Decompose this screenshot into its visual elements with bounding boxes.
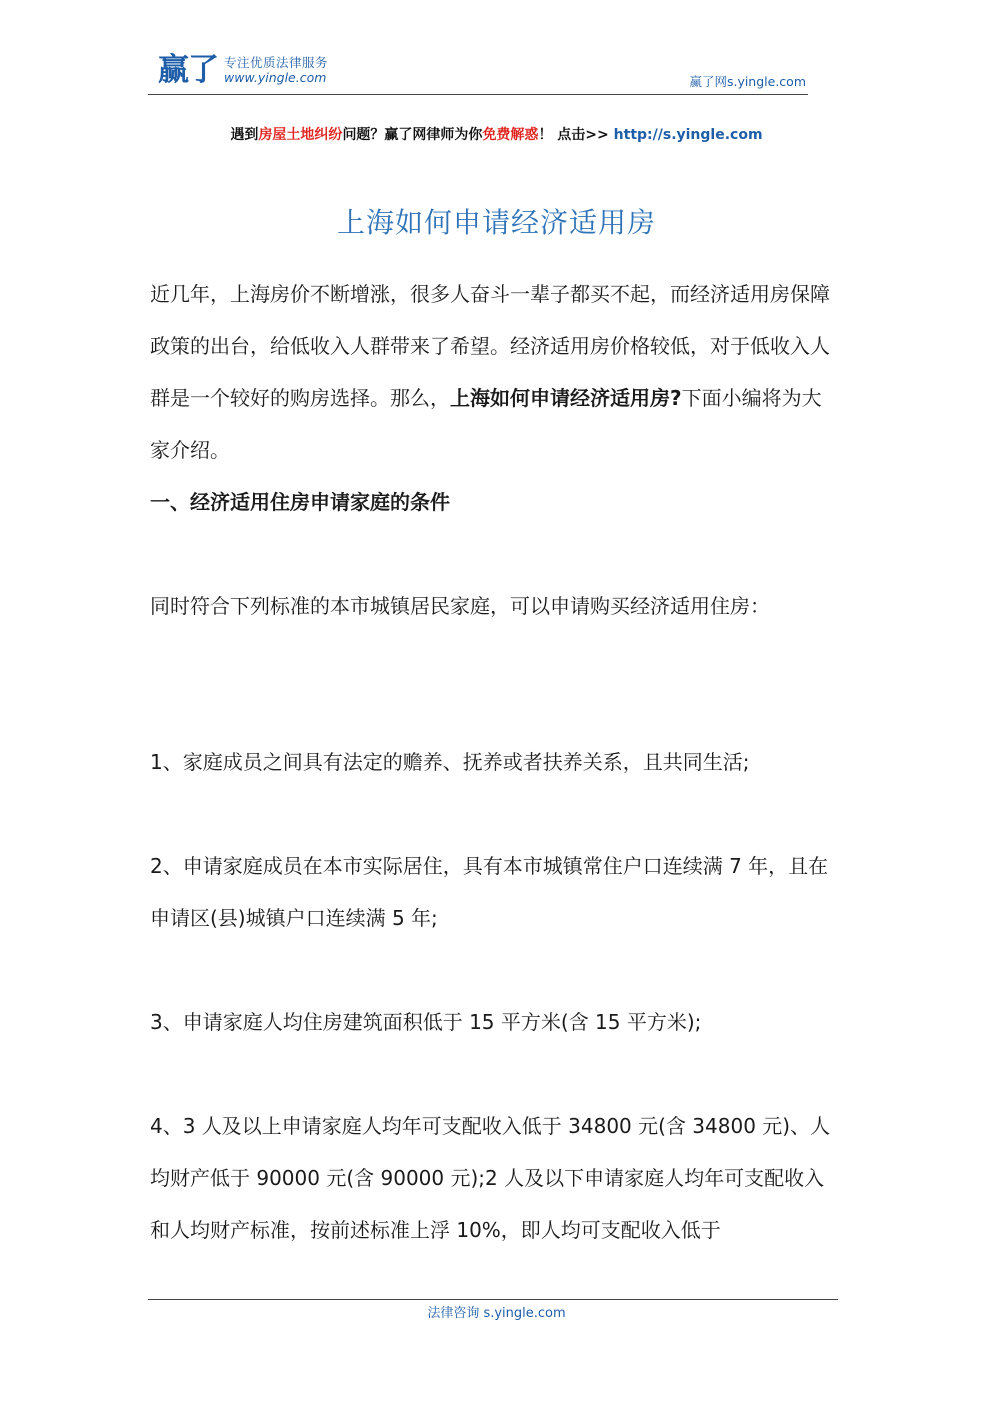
condition-item: 4、3 人及以上申请家庭人均年可支配收入低于 34800 元(含 34800 元)、人均财产低于 90000 元(含 90000 元);2 人及以下申请家庭人均年可支配收入和人均财产标准，按前述标准上浮 10%，即人均可支配收入低于 xyxy=(150,1114,831,1242)
logo[interactable] xyxy=(158,52,328,88)
intro-bold: 上海如何申请经济适用房? xyxy=(450,386,682,410)
logo-mark: 赢了 xyxy=(158,52,218,88)
promo-text-2: 问题？赢了网律师为你 xyxy=(342,127,483,143)
section-heading: 一、经济适用住房申请家庭的条件 xyxy=(150,490,450,514)
page-header xyxy=(148,52,808,95)
intro-text-1: 近几年，上海房价不断增涨，很多人奋斗一辈子都买不起，而经济适用房保障政策的出台，给低收入人群带来了希望。经济适用房价格较低，对于低收入人群是一个较好的购房选择。那么， xyxy=(150,282,830,410)
promo-banner xyxy=(0,124,993,144)
footer-divider xyxy=(148,1299,838,1300)
intro-text-2: 下面小编将为大家介绍。 xyxy=(150,386,822,462)
article-title: 上海如何申请经济适用房 xyxy=(336,206,656,239)
page-footer[interactable]: 法律咨询 s.yingle.com xyxy=(427,1306,566,1321)
promo-text-1: 遇到 xyxy=(230,127,259,143)
promo-highlight-topic: 房屋土地纠纷 xyxy=(258,127,343,143)
intro-paragraph xyxy=(150,268,840,476)
header-site-link[interactable]: 赢了网s.yingle.com xyxy=(689,74,806,89)
promo-highlight-free: 免费解惑 xyxy=(482,127,539,143)
logo-text xyxy=(224,55,328,85)
logo-slogan: 专注优质法律服务 xyxy=(224,55,329,70)
conditions-intro: 同时符合下列标准的本市城镇居民家庭，可以申请购买经济适用住房： xyxy=(150,594,770,618)
promo-link[interactable]: http://s.yingle.com xyxy=(613,127,763,143)
article-body xyxy=(150,268,840,1256)
condition-item: 3、申请家庭人均住房建筑面积低于 15 平方米(含 15 平方米); xyxy=(150,1010,702,1034)
condition-item: 2、申请家庭成员在本市实际居住，具有本市城镇常住户口连续满 7 年，且在申请区(县)城镇户口连续满 5 年; xyxy=(150,854,829,930)
promo-text-3: ！ 点击>> xyxy=(538,127,614,143)
condition-item: 1、家庭成员之间具有法定的赡养、抚养或者扶养关系，且共同生活; xyxy=(150,750,750,774)
logo-url: www.yingle.com xyxy=(224,70,327,85)
